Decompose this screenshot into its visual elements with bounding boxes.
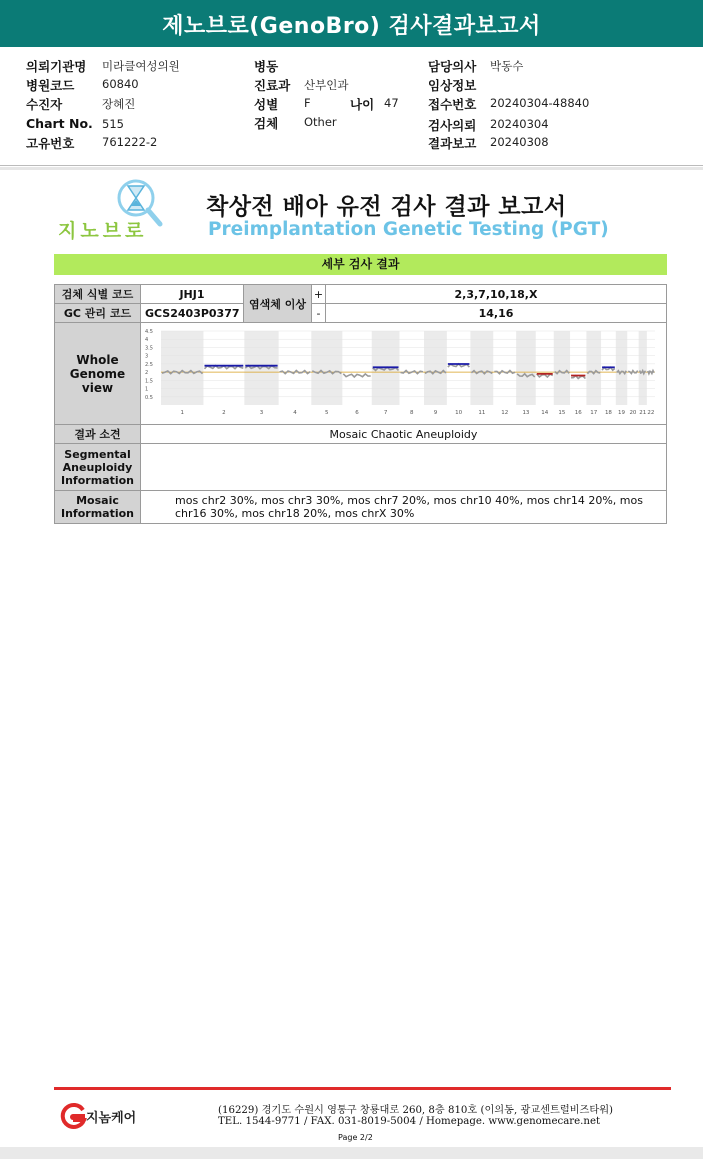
plus-sign: + [312, 285, 326, 304]
section-divider [0, 167, 703, 170]
sex-label: 성별 [254, 97, 279, 112]
footer-address: (16229) 경기도 수원시 영통구 창룡대로 260, 8층 810호 (이의동, 광교센트럴비즈타워) [218, 1105, 614, 1116]
receipt-no-label: 접수번호 [428, 97, 477, 112]
y-tick-label: 1.5 [145, 378, 153, 385]
segmental-label: Segmental Aneuploidy Information [55, 444, 141, 491]
unique-no-value: 761222-2 [102, 135, 158, 149]
x-tick-label-chr-1: 1 [180, 410, 184, 416]
y-tick-label: 3 [145, 353, 149, 360]
x-tick-label-chr-4: 4 [293, 410, 297, 416]
x-tick-label-chr-13: 13 [522, 410, 530, 416]
x-tick-label-chr-21: 21 [639, 410, 647, 416]
x-tick-label-chr-12: 12 [501, 410, 509, 416]
x-tick-label-chr-5: 5 [325, 410, 329, 416]
age-value: 47 [384, 96, 399, 110]
genome-view-label: Whole Genome view [55, 323, 141, 425]
genomecare-logo [60, 1102, 150, 1130]
sex-value: F [304, 96, 311, 110]
report-title: 착상전 배아 유전 검사 결과 보고서 [206, 194, 567, 220]
hospital-code-value: 60840 [102, 77, 139, 91]
y-tick-label: 2.5 [145, 361, 153, 368]
chr-trace-22 [648, 371, 654, 374]
x-tick-label-chr-22: 22 [647, 410, 655, 416]
unique-no-label: 고유번호 [26, 136, 75, 151]
chromosome-band [424, 331, 447, 405]
report-date-value: 20240308 [490, 135, 549, 149]
x-tick-label-chr-17: 17 [590, 410, 598, 416]
section-title: 세부 검사 결과 [54, 254, 667, 275]
age-label: 나이 [350, 97, 375, 112]
chromosome-band [639, 331, 647, 405]
chromosome-band [161, 331, 203, 405]
x-tick-label-chr-19: 19 [618, 410, 626, 416]
specimen-label: 검체 [254, 116, 279, 131]
receipt-no-value: 20240304-48840 [490, 96, 590, 110]
patient-value: 장혜진 [102, 97, 136, 111]
whole-genome-chart [143, 325, 661, 419]
x-tick-label-chr-14: 14 [541, 410, 549, 416]
chart-no-value: 515 [102, 117, 124, 131]
bottom-strip [0, 1147, 703, 1159]
x-tick-label-chr-9: 9 [433, 410, 438, 416]
report-header-title: 제노브로(GenoBro) 검사결과보고서 [0, 0, 703, 47]
requester-label: 의뢰기관명 [26, 59, 87, 74]
chr-trace-8 [401, 371, 424, 374]
chr-trace-4 [280, 371, 311, 374]
department-label: 진료과 [254, 78, 291, 93]
x-tick-label-chr-15: 15 [558, 410, 566, 416]
patient-info-block [0, 47, 703, 166]
sample-id-label: 검체 식별 코드 [55, 285, 141, 304]
department-value: 산부인과 [304, 78, 349, 92]
finding-value: Mosaic Chaotic Aneuploidy [141, 425, 667, 444]
report-date-label: 결과보고 [428, 136, 477, 151]
footer-contact: TEL. 1544-9771 / FAX. 031-8019-5004 / Homepage. www.genomecare.net [218, 1116, 601, 1127]
y-tick-label: 3.5 [145, 345, 153, 352]
genomecare-g-icon [60, 1102, 88, 1130]
chr-trace-20 [628, 371, 638, 374]
specimen-value: Other [304, 115, 337, 129]
chromosome-band [586, 331, 601, 405]
chr-trace-6 [343, 374, 370, 377]
gc-code-value: GCS2403P0377 [141, 304, 244, 323]
x-tick-label-chr-16: 16 [574, 410, 582, 416]
finding-label: 결과 소견 [55, 425, 141, 444]
hospital-code-label: 병원코드 [26, 78, 75, 93]
y-tick-label: 2 [145, 370, 149, 377]
genobro-logo [56, 178, 166, 244]
losses-value: 14,16 [326, 304, 667, 323]
minus-sign: - [312, 304, 326, 323]
doctor-label: 담당의사 [428, 59, 477, 74]
chrom-abnormality-label: 염색체 이상 [244, 285, 312, 323]
doctor-value: 박동수 [490, 59, 524, 73]
report-subtitle: Preimplantation Genetic Testing (PGT) [208, 219, 609, 240]
y-tick-label: 4.5 [145, 329, 153, 335]
x-tick-label-chr-2: 2 [222, 410, 226, 416]
mosaic-label: Mosaic Information [55, 491, 141, 524]
x-tick-label-chr-6: 6 [355, 410, 359, 416]
requester-value: 미라클여성의원 [102, 59, 180, 73]
clinical-info-label: 임상정보 [428, 78, 477, 93]
x-tick-label-chr-11: 11 [478, 410, 486, 416]
y-tick-label: 0.5 [145, 394, 153, 401]
x-tick-label-chr-8: 8 [410, 410, 414, 416]
sample-id-value: JHJ1 [141, 285, 244, 304]
page-number: Page 2/2 [338, 1133, 373, 1142]
chromosome-band [616, 331, 627, 405]
request-date-value: 20240304 [490, 117, 549, 131]
y-tick-label: 1 [145, 386, 149, 393]
y-tick-label: 4 [145, 337, 149, 344]
genome-view-cell [141, 323, 667, 425]
x-tick-label-chr-18: 18 [604, 410, 612, 416]
gains-value: 2,3,7,10,18,X [326, 285, 667, 304]
chromosome-band [554, 331, 570, 405]
mosaic-value: mos chr2 30%, mos chr3 30%, mos chr7 20%, mos chr10 40%, mos chr14 20%, mos chr16 30%, mos chr18 20%, mos chrX 30% [141, 491, 667, 524]
patient-label: 수진자 [26, 97, 63, 112]
segmental-value [141, 444, 667, 491]
chr-trace-12 [494, 371, 515, 374]
x-tick-label-chr-20: 20 [629, 410, 637, 416]
company-name: 지놈케어 [86, 1111, 137, 1126]
logo-text: 지노브로 [58, 220, 148, 242]
chromosome-band [516, 331, 536, 405]
chromosome-band [470, 331, 493, 405]
request-date-label: 검사의뢰 [428, 118, 477, 133]
x-tick-label-chr-3: 3 [259, 410, 264, 416]
ward-label: 병동 [254, 59, 279, 74]
results-table [54, 284, 667, 524]
x-tick-label-chr-10: 10 [455, 410, 463, 416]
x-tick-label-chr-7: 7 [383, 410, 388, 416]
chart-no-label: Chart No. [26, 116, 93, 131]
footer-divider [54, 1087, 671, 1090]
gc-code-label: GC 관리 코드 [55, 304, 141, 323]
chromosome-band [311, 331, 342, 405]
